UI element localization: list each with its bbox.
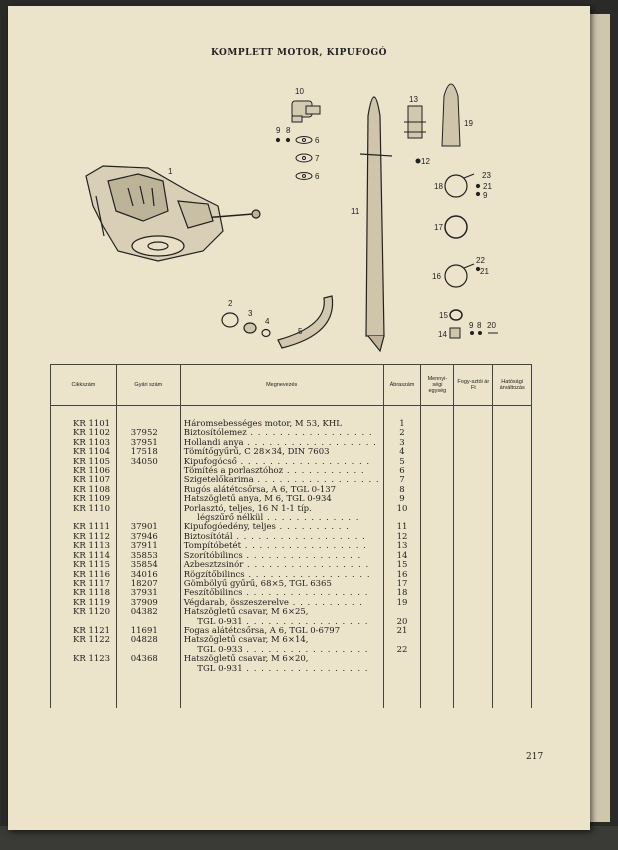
cell-mennyiseg xyxy=(421,571,454,580)
cell-abraszam: 5 xyxy=(383,458,421,467)
cell-ar xyxy=(454,636,493,645)
item-name: Tompítóbetét xyxy=(183,541,241,552)
cell-gyari-szam xyxy=(116,486,180,495)
cell-cikkszam: KR 1102 xyxy=(51,429,117,438)
cell-gyari-szam: 35854 xyxy=(116,561,180,570)
cell-gyari-szam: 37951 xyxy=(116,439,180,448)
item-name: Hatszögletű csavar, M 6×25, xyxy=(183,607,309,618)
cell-gyari-szam: 37911 xyxy=(116,542,180,551)
item-name: Rugós alátétcsőrsa, A 6, TGL 0-137 xyxy=(183,484,337,495)
item-name: Tömítőgyűrű, C 28×34, DIN 7603 xyxy=(183,447,330,458)
cell-cikkszam: KR 1109 xyxy=(51,495,117,504)
cell-arvaltozas xyxy=(493,523,532,532)
item-name: Kipufogóedény, teljes xyxy=(183,522,276,533)
parts-table xyxy=(50,364,532,708)
item-name: TGL 0-933 xyxy=(183,644,243,655)
cell-cikkszam: KR 1117 xyxy=(51,580,117,589)
col-header-cikkszam: Cikkszám xyxy=(51,365,117,406)
leader-dots: . . . . . . . . . . . . . . . . . . xyxy=(236,456,371,467)
leader-dots: . . . . . . . . . . . . . . . . . xyxy=(253,475,380,486)
item-name: Biztosítótál xyxy=(183,531,233,542)
cell-arvaltozas xyxy=(493,467,532,476)
cell-mennyiseg xyxy=(421,448,454,457)
cell-arvaltozas xyxy=(493,552,532,561)
cell-megnevezes xyxy=(180,406,383,430)
cell-ar xyxy=(454,523,493,532)
cell-ar xyxy=(454,533,493,542)
cell-arvaltozas xyxy=(493,589,532,598)
cell-abraszam: 13 xyxy=(383,542,421,551)
cell-ar xyxy=(454,599,493,608)
item-name: Hatszögletű anya, M 6, TGL 0-934 xyxy=(183,494,332,505)
fig-label-17: 17 xyxy=(434,223,443,232)
fig-label-11: 11 xyxy=(351,207,360,216)
cell-cikkszam xyxy=(51,674,117,708)
cell-abraszam: 6 xyxy=(383,467,421,476)
exhaust-pipe-parts xyxy=(222,296,333,348)
cell-abraszam xyxy=(383,655,421,664)
cell-abraszam: 19 xyxy=(383,599,421,608)
item-name: Hatszögletű csavar, M 6×14, xyxy=(183,635,309,646)
cell-abraszam: 16 xyxy=(383,571,421,580)
cell-abraszam: 2 xyxy=(383,429,421,438)
cell-mennyiseg xyxy=(421,476,454,485)
carburettor-drawing xyxy=(292,101,320,122)
fig-label-7: 7 xyxy=(315,154,320,163)
cell-ar xyxy=(454,552,493,561)
fig-label-8a: 8 xyxy=(286,126,291,135)
cell-ar xyxy=(454,486,493,495)
cell-mennyiseg xyxy=(421,636,454,645)
cell-mennyiseg xyxy=(421,646,454,655)
item-name: Porlasztó, teljes, 16 N 1-1 típ. xyxy=(183,503,312,514)
col-header-megnevezes: Megnevezés xyxy=(180,365,383,406)
washers-and-gaskets xyxy=(276,137,312,180)
cell-ar xyxy=(454,580,493,589)
fig-label-14: 14 xyxy=(438,330,447,339)
cell-arvaltozas xyxy=(493,495,532,504)
leader-dots: . . . . . . . . . . . . . . . . . xyxy=(242,588,369,599)
cell-mennyiseg xyxy=(421,627,454,636)
next-sheet-edge xyxy=(590,14,610,822)
cell-cikkszam: KR 1104 xyxy=(51,448,117,457)
col-header-mennyisegi-egyseg: Mennyi- ségi egység xyxy=(421,365,454,406)
cell-arvaltozas xyxy=(493,542,532,551)
cell-ar xyxy=(454,467,493,476)
cell-gyari-szam xyxy=(116,467,180,476)
cell-cikkszam: KR 1111 xyxy=(51,523,117,532)
cell-cikkszam: KR 1121 xyxy=(51,627,117,636)
cell-cikkszam: KR 1107 xyxy=(51,476,117,485)
cell-cikkszam: KR 1103 xyxy=(51,439,117,448)
cell-cikkszam: KR 1113 xyxy=(51,542,117,551)
cell-mennyiseg xyxy=(421,580,454,589)
cell-gyari-szam: 04382 xyxy=(116,608,180,617)
cell-arvaltozas xyxy=(493,655,532,664)
item-name: Azbesztzsinór xyxy=(183,560,244,571)
cell-gyari-szam xyxy=(116,495,180,504)
leader-dots: . . . . . . . . . . . . . . . . . xyxy=(243,560,370,571)
cell-arvaltozas xyxy=(493,618,532,627)
cell-gyari-szam xyxy=(116,505,180,514)
fig-label-6a: 6 xyxy=(315,136,320,145)
cell-arvaltozas xyxy=(493,458,532,467)
cell-arvaltozas xyxy=(493,533,532,542)
cell-cikkszam: KR 1116 xyxy=(51,571,117,580)
cell-arvaltozas xyxy=(493,599,532,608)
table-row xyxy=(51,406,532,430)
cell-ar xyxy=(454,571,493,580)
cell-cikkszam: KR 1106 xyxy=(51,467,117,476)
cell-abraszam: 9 xyxy=(383,495,421,504)
cell-gyari-szam: 37946 xyxy=(116,533,180,542)
fig-label-5: 5 xyxy=(298,327,303,336)
exploded-parts-illustration xyxy=(8,6,590,366)
cell-ar xyxy=(454,665,493,674)
cell-cikkszam: KR 1105 xyxy=(51,458,117,467)
cell-gyari-szam: 04828 xyxy=(116,636,180,645)
leader-dots: . . . . . . . . . . . . . xyxy=(263,513,360,524)
col-header-fogyasztoi-ar: Fogy-sztói ár Ft xyxy=(454,365,493,406)
leader-dots: . . . . . . . . . . . . . . . . . . xyxy=(243,437,377,448)
fig-label-8b: 8 xyxy=(477,321,482,330)
leader-dots: . . . . . . . . . . . xyxy=(283,466,365,477)
cell-abraszam: 21 xyxy=(383,627,421,636)
cell-abraszam: 17 xyxy=(383,580,421,589)
cell-cikkszam: KR 1112 xyxy=(51,533,117,542)
fig-label-21b: 21 xyxy=(480,267,489,276)
cell-gyari-szam: 34050 xyxy=(116,458,180,467)
fig-label-13: 13 xyxy=(409,95,418,104)
item-name: Fogas alátétcsőrsa, A 6, TGL 0-6797 xyxy=(183,625,341,636)
leader-dots: . . . . . . . . . . . . . . . . . xyxy=(242,644,369,655)
page-title: KOMPLETT MOTOR, KIPUFOGÓ xyxy=(210,48,388,58)
cell-gyari-szam: 35853 xyxy=(116,552,180,561)
cell-mennyiseg xyxy=(421,674,454,708)
cell-mennyiseg xyxy=(421,599,454,608)
cell-arvaltozas xyxy=(493,439,532,448)
cell-abraszam: 7 xyxy=(383,476,421,485)
cell-abraszam: 14 xyxy=(383,552,421,561)
cell-mennyiseg xyxy=(421,523,454,532)
col-header-abraszam: Ábraszám xyxy=(383,365,421,406)
cell-abraszam: 8 xyxy=(383,486,421,495)
clamp-16-drawing xyxy=(445,264,480,287)
cell-megnevezes xyxy=(180,674,383,708)
cell-gyari-szam: 17518 xyxy=(116,448,180,457)
leader-dots: . . . . . . . . . . . . . . . . . xyxy=(246,428,373,439)
retainer-plate xyxy=(416,159,421,164)
cell-gyari-szam: 37909 xyxy=(116,599,180,608)
cell-ar xyxy=(454,448,493,457)
cell-gyari-szam xyxy=(116,476,180,485)
cell-gyari-szam: 18207 xyxy=(116,580,180,589)
cell-gyari-szam: 37931 xyxy=(116,589,180,598)
fig-label-3: 3 xyxy=(248,309,253,318)
cell-cikkszam: KR 1110 xyxy=(51,505,117,514)
cell-abraszam: 18 xyxy=(383,589,421,598)
cell-gyari-szam: 34016 xyxy=(116,571,180,580)
fig-label-19: 19 xyxy=(464,119,473,128)
leader-dots: . . . . . . . . . . . . . . . . . . xyxy=(232,531,366,542)
fig-label-21a: 21 xyxy=(483,182,492,191)
cell-arvaltozas xyxy=(493,608,532,617)
leader-dots: . . . . . . . . . . . . . . . . . xyxy=(241,541,367,552)
cell-gyari-szam xyxy=(116,674,180,708)
cell-mennyiseg xyxy=(421,608,454,617)
col-header-hatosagi-arvaltozas: Hatósági árváltozás xyxy=(493,365,532,406)
fig-label-22: 22 xyxy=(476,256,485,265)
item-name: Rögzítőbilincs xyxy=(183,569,245,580)
cell-gyari-szam xyxy=(116,406,180,430)
cell-cikkszam: KR 1101 xyxy=(51,406,117,430)
cell-arvaltozas xyxy=(493,486,532,495)
table-row xyxy=(51,665,532,674)
cell-cikkszam: KR 1114 xyxy=(51,552,117,561)
cell-arvaltozas xyxy=(493,476,532,485)
item-name: Kipufogócső xyxy=(183,456,237,467)
cell-arvaltozas xyxy=(493,580,532,589)
fig-label-9a: 9 xyxy=(276,126,281,135)
cell-cikkszam: KR 1123 xyxy=(51,655,117,664)
table-header-row xyxy=(51,365,532,406)
fig-label-2: 2 xyxy=(228,299,233,308)
cell-abraszam: 15 xyxy=(383,561,421,570)
cell-gyari-szam: 04368 xyxy=(116,655,180,664)
cell-mennyiseg xyxy=(421,505,454,514)
cell-mennyiseg xyxy=(421,533,454,542)
cell-abraszam xyxy=(383,665,421,674)
cell-arvaltozas xyxy=(493,406,532,430)
end-piece-drawing xyxy=(442,84,460,146)
fig-label-9b: 9 xyxy=(483,191,488,200)
damper-insert-drawing xyxy=(404,106,426,138)
item-name: légszűrő nélkül xyxy=(183,513,264,524)
cell-ar xyxy=(454,608,493,617)
cell-cikkszam: KR 1108 xyxy=(51,486,117,495)
leader-dots: . . . . . . . . . . . . . . . . xyxy=(242,550,362,561)
leader-dots: . . . . . . . . . . . . . . . . . xyxy=(242,616,369,627)
cell-ar xyxy=(454,505,493,514)
cell-mennyiseg xyxy=(421,406,454,430)
cell-arvaltozas xyxy=(493,448,532,457)
cell-cikkszam: KR 1115 xyxy=(51,561,117,570)
item-name: Szigetelőkarima xyxy=(183,475,254,486)
cell-mennyiseg xyxy=(421,486,454,495)
cell-arvaltozas xyxy=(493,665,532,674)
cell-ar xyxy=(454,514,493,523)
cell-mennyiseg xyxy=(421,589,454,598)
cell-cikkszam: KR 1119 xyxy=(51,599,117,608)
fig-label-12: 12 xyxy=(421,157,430,166)
cell-ar xyxy=(454,589,493,598)
table-row xyxy=(51,674,532,708)
fig-label-16: 16 xyxy=(432,272,441,281)
cell-gyari-szam: 11691 xyxy=(116,627,180,636)
fig-label-9c: 9 xyxy=(469,321,474,330)
cell-ar xyxy=(454,406,493,430)
cell-cikkszam xyxy=(51,665,117,674)
cell-abraszam: 20 xyxy=(383,618,421,627)
item-name: Szorítóbilincs xyxy=(183,550,243,561)
cell-mennyiseg xyxy=(421,458,454,467)
cell-mennyiseg xyxy=(421,495,454,504)
cell-mennyiseg xyxy=(421,552,454,561)
cell-ar xyxy=(454,674,493,708)
clamp-18-drawing xyxy=(445,174,480,197)
item-name: TGL 0-931 xyxy=(183,616,243,627)
engine-drawing xyxy=(86,166,260,261)
cell-gyari-szam xyxy=(116,665,180,674)
cell-abraszam: 1 xyxy=(383,406,421,430)
cell-abraszam: 3 xyxy=(383,439,421,448)
cell-gyari-szam: 37901 xyxy=(116,523,180,532)
ring-17-drawing xyxy=(445,216,467,238)
cell-mennyiseg xyxy=(421,429,454,438)
cell-arvaltozas xyxy=(493,571,532,580)
cell-arvaltozas xyxy=(493,429,532,438)
cell-abraszam: 11 xyxy=(383,523,421,532)
fig-label-10: 10 xyxy=(295,87,304,96)
cell-arvaltozas xyxy=(493,627,532,636)
leader-dots: . . . . . . . . . . . . . . . . . xyxy=(242,663,369,674)
item-name: Biztosítólemez xyxy=(183,428,247,439)
cell-ar xyxy=(454,429,493,438)
item-name: Végdarab, összeszerelve xyxy=(183,597,289,608)
fig-label-6b: 6 xyxy=(315,172,320,181)
item-name: TGL 0-931 xyxy=(183,663,243,674)
item-name: Hatszögletű csavar, M 6×20, xyxy=(183,654,309,665)
item-name: Hollandi anya xyxy=(183,437,244,448)
cell-mennyiseg xyxy=(421,542,454,551)
col-header-gyari-szam: Gyári szám xyxy=(116,365,180,406)
cell-megnevezes xyxy=(180,665,383,674)
item-name: Feszítőbilincs xyxy=(183,588,243,599)
cell-ar xyxy=(454,542,493,551)
item-name: Gömbölyű gyűrű, 68×5, TGL 6365 xyxy=(183,578,332,589)
cell-mennyiseg xyxy=(421,467,454,476)
cell-abraszam: 22 xyxy=(383,646,421,655)
cell-mennyiseg xyxy=(421,439,454,448)
cell-arvaltozas xyxy=(493,561,532,570)
cell-ar xyxy=(454,627,493,636)
cell-ar xyxy=(454,495,493,504)
cell-arvaltozas xyxy=(493,505,532,514)
fig-label-18: 18 xyxy=(434,182,443,191)
page-number: 217 xyxy=(526,752,544,762)
cell-ar xyxy=(454,646,493,655)
cell-mennyiseg xyxy=(421,655,454,664)
cell-ar xyxy=(454,439,493,448)
cell-abraszam: 10 xyxy=(383,505,421,514)
cell-arvaltozas xyxy=(493,636,532,645)
cell-abraszam: 4 xyxy=(383,448,421,457)
cell-abraszam: 12 xyxy=(383,533,421,542)
leader-dots: . . . . . . . . . . . . . . . . . xyxy=(244,569,371,580)
cell-ar xyxy=(454,458,493,467)
cell-mennyiseg xyxy=(421,514,454,523)
fig-label-15: 15 xyxy=(439,311,448,320)
cell-mennyiseg xyxy=(421,665,454,674)
fig-label-20: 20 xyxy=(487,321,496,330)
leader-dots: . . . . . . . . . . xyxy=(288,597,364,608)
cell-cikkszam: KR 1120 xyxy=(51,608,117,617)
cell-arvaltozas xyxy=(493,674,532,708)
asbestos-cord-drawing xyxy=(450,310,462,320)
item-name: Háromsebességes motor, M 53, KHL xyxy=(183,419,342,429)
cell-cikkszam: KR 1118 xyxy=(51,589,117,598)
cell-ar xyxy=(454,476,493,485)
fig-label-1: 1 xyxy=(168,167,173,176)
cell-arvaltozas xyxy=(493,646,532,655)
cell-mennyiseg xyxy=(421,561,454,570)
cell-ar xyxy=(454,561,493,570)
item-name: Tömítés a porlasztóhoz xyxy=(183,466,284,477)
leader-dots: . . . . . . . . . . xyxy=(275,522,350,533)
catalog-page xyxy=(8,6,590,830)
exhaust-silencer-drawing xyxy=(360,97,392,351)
cell-gyari-szam: 37952 xyxy=(116,429,180,438)
cell-arvaltozas xyxy=(493,514,532,523)
cell-abraszam xyxy=(383,674,421,708)
cell-cikkszam: KR 1122 xyxy=(51,636,117,645)
cell-mennyiseg xyxy=(421,618,454,627)
fig-label-4: 4 xyxy=(265,317,270,326)
cell-ar xyxy=(454,618,493,627)
cell-ar xyxy=(454,655,493,664)
fig-label-23: 23 xyxy=(482,171,491,180)
